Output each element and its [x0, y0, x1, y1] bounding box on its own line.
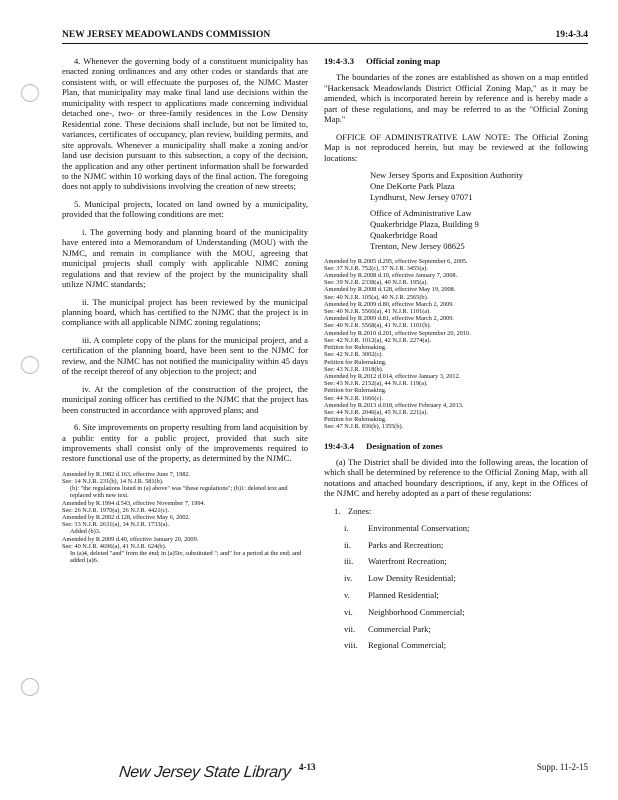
- history-line: Added (b)3.: [70, 528, 101, 536]
- history-line: Petition for Rulemaking.: [324, 344, 387, 352]
- amendment-history: [324, 258, 588, 431]
- punch-hole: [21, 356, 39, 374]
- running-header: [62, 27, 588, 44]
- zone-numeral: iv.: [344, 573, 353, 584]
- library-stamp: New Jersey State Library: [118, 764, 292, 781]
- address-line: Quakerbridge Road: [370, 230, 438, 241]
- history-line: Amended by R.2013 d.018, effective February 4, 2013.: [324, 401, 464, 409]
- address-line: Lyndhurst, New Jersey 07071: [370, 191, 473, 202]
- list-item: [324, 640, 588, 657]
- history-line: See: 43 N.J.R. 1918(b).: [324, 365, 384, 373]
- zone-numeral: vii.: [344, 623, 356, 634]
- history-line: See: 44 N.J.R. 1666(c).: [324, 394, 383, 402]
- zone-numeral: vi.: [344, 606, 353, 617]
- punch-hole: [21, 678, 39, 696]
- zones-heading: [324, 506, 588, 523]
- paragraph-6: 6. Site improvements on property resulting from land acquisition by a public entity for a public project, provided that such site improvements shall consist only of the improvements required to restore functional use of the property, as determined by the NJMC.: [62, 422, 308, 464]
- history-line: In (a)4, deleted "and" from the end; in (a)5iv, substituted "; and" for a period at the end; and added (a)6.: [70, 550, 302, 565]
- zone-label: Planned Residential;: [368, 589, 439, 600]
- zone-label: Waterfront Recreation;: [368, 556, 447, 567]
- history-line: Amended by R.2008 d.128, effective May 19, 2008.: [324, 286, 456, 294]
- history-line: Petition for Rulemaking.: [324, 416, 387, 424]
- zone-label: Neighborhood Commercial;: [368, 606, 465, 617]
- zone-list: [324, 523, 588, 657]
- zone-label: Regional Commercial;: [368, 640, 447, 651]
- list-item: [324, 556, 588, 573]
- history-line: See: 43 N.J.R. 2152(a), 44 N.J.R. 119(a).: [324, 380, 428, 388]
- address-line: New Jersey Sports and Exposition Authority: [370, 170, 524, 181]
- history-line: See: 44 N.J.R. 2046(a), 45 N.J.R. 221(a).: [324, 408, 428, 416]
- history-line: See: 47 N.J.R. 836(b), 1355(b).: [324, 423, 404, 431]
- zone-label: Parks and Recreation;: [368, 539, 444, 550]
- address-line: Trenton, New Jersey 08625: [370, 240, 465, 251]
- subparagraph-iv: iv. At the completion of the construction of the project, the municipal zoning officer has certified to the NJMC that the project has been constructed in accordance with approved plans; and: [62, 383, 308, 415]
- section-number: 19:4-3.4: [324, 440, 355, 451]
- zone-label: Low Density Residential;: [368, 573, 456, 584]
- subparagraph-iii: iii. A complete copy of the plans for the municipal project, and a certification of the planning board, have been sent to the NJMC for review, and the NJMC has not notified the municipality within 45 days of the receipt thereof of any objection to the project; and: [62, 334, 308, 377]
- list-item: [324, 607, 588, 624]
- history-line: Amended by R.2002 d.128, effective May 6, 2002.: [62, 514, 191, 522]
- zone-numeral: ii.: [344, 539, 351, 550]
- zones-number: 1.: [334, 505, 341, 516]
- history-line: Amended by R.2008 d.10, effective January 7, 2008.: [324, 272, 458, 280]
- right-column: [324, 56, 588, 657]
- history-line: Petition for Rulemaking.: [324, 387, 387, 395]
- history-line: See: 37 N.J.R. 752(c), 37 N.J.R. 3455(a).: [324, 264, 428, 272]
- history-line: Amended by R.2005 d.295, effective September 6, 2005.: [324, 257, 468, 265]
- zones-label: Zones:: [348, 505, 372, 516]
- section-title: Designation of zones: [366, 440, 443, 451]
- address-line: One DeKorte Park Plaza: [370, 180, 455, 191]
- history-line: See: 39 N.J.R. 2338(a), 40 N.J.R. 195(a).: [324, 279, 428, 287]
- history-line: Amended by R.2009 d.80, effective March 2, 2009.: [324, 300, 454, 308]
- history-line: Amended by R.2009 d.40, effective January 20, 2009.: [62, 535, 199, 543]
- history-line: Amended by R.2012 d.014, effective January 3, 2012.: [324, 372, 461, 380]
- history-line: See: 40 N.J.R. 4696(a), 41 N.J.R. 624(b).: [62, 542, 167, 550]
- history-line: Amended by R.1994 d.543, effective November 7, 1994.: [62, 499, 206, 507]
- address-block-2: [324, 208, 588, 251]
- zone-numeral: i.: [344, 522, 349, 533]
- list-item: [324, 624, 588, 641]
- history-line: See: 26 N.J.R. 1970(a), 26 N.J.R. 4421(c).: [62, 506, 170, 514]
- history-line: See: 40 N.J.R. 105(a), 40 N.J.R. 2565(b).: [324, 293, 429, 301]
- header-section-number: 19:4-3.4: [555, 30, 588, 40]
- page-number: 4-13: [299, 762, 316, 772]
- history-line: Amended by R.1982 d.163, effective June 7, 1982.: [62, 470, 191, 478]
- section-number: 19:4-3.3: [324, 56, 355, 66]
- subparagraph-ii: ii. The municipal project has been reviewed by the municipal planning board, which has certified to the NJMC that the project is in compliance with all applicable NJMC zoning regulations;: [62, 296, 308, 328]
- list-item: [324, 573, 588, 590]
- zone-numeral: v.: [344, 589, 350, 600]
- zone-label: Environmental Conservation;: [368, 522, 470, 533]
- section-title: Official zoning map: [366, 56, 441, 66]
- section-heading-19-4-3-3: [324, 56, 588, 66]
- zone-numeral: iii.: [344, 556, 354, 567]
- subparagraph-i: i. The governing body and planning board of the municipality have entered into a Memorandum of Understanding (MOU) with the NJMC, and remain in compliance with the MOU, agreeing that municipal projects shall comply with applicable NJMC zoning regulations and that review of the project by the municipality shall utilize NJMC standards;: [62, 226, 308, 290]
- paragraph-4: 4. Whenever the governing body of a constituent municipality has enacted zoning ordinances and any other codes or standards that are consistent with, or will effectuate the purposes of, the NJMC Master Plan, that municipality may make final land use decisions within the municipality with respect to applications made concerning individual detached one-, two- or three-family residences in the Low Density Residential zone. These decisions shall include, but not be limited to, variances, certificates of occupancy, plan review, building permits, and site approvals. Whenever a municipality shall make a zoning and/or land use decision pursuant to this subsection, a copy of the decision, the application and any other pertinent information shall be forwarded to the NJMC within 10 working days of the final action. The foregoing does not apply to subdivisions involving the creation of new streets;: [62, 56, 308, 192]
- history-line: See: 40 N.J.R. 5568(a), 41 N.J.R. 1101(b).: [324, 322, 432, 330]
- zone-label: Commercial Park;: [368, 623, 431, 634]
- history-line: Petition for Rulemaking.: [324, 358, 387, 366]
- history-line: See: 42 N.J.R. 3002(c).: [324, 351, 383, 359]
- history-line: See: 40 N.J.R. 5566(a), 41 N.J.R. 1101(a).: [324, 308, 431, 316]
- paragraph-5: 5. Municipal projects, located on land owned by a municipality, provided that the following conditions are met:: [62, 198, 308, 220]
- history-line: Amended by R.2009 d.81, effective March 2, 2009.: [324, 315, 454, 323]
- header-title: NEW JERSEY MEADOWLANDS COMMISSION: [62, 30, 271, 40]
- history-line: See: 14 N.J.R. 231(b), 14 N.J.R. 581(b).: [62, 478, 164, 486]
- list-item: [324, 540, 588, 557]
- address-line: Quakerbridge Plaza, Building 9: [370, 219, 479, 230]
- history-line: See: 33 N.J.R. 2631(a), 34 N.J.R. 1733(a).: [62, 521, 170, 529]
- list-item: [324, 523, 588, 540]
- punch-hole: [21, 84, 39, 102]
- history-line: Amended by R.2010 d.201, effective September 20, 2010.: [324, 329, 471, 337]
- supplement-date: Supp. 11-2-15: [536, 762, 588, 772]
- section-heading-19-4-3-4: [324, 441, 588, 451]
- oal-note: OFFICE OF ADMINISTRATIVE LAW NOTE: The Official Zoning Map is not reproduced herein, but may be reviewed at the following locations:: [324, 131, 588, 163]
- section-paragraph: (a) The District shall be divided into the following areas, the location of which shall be determined by reference to the Official Zoning Map, with all notations and attached boundary descriptions, if any, kept in the Offices of the NJMC and hereby adopted as a part of these regulations:: [324, 456, 588, 499]
- amendment-history: [62, 471, 308, 565]
- zone-numeral: viii.: [344, 640, 358, 651]
- list-item: [324, 590, 588, 607]
- address-block-1: [324, 170, 588, 202]
- history-line: (b): "the regulations listed in (a) above" was "these regulations"; (b)1: deleted text and replaced with new text.: [70, 485, 288, 500]
- address-line: Office of Administrative Law: [370, 208, 472, 219]
- section-paragraph: The boundaries of the zones are established as shown on a map entitled "Hackensack Meadowlands District Official Zoning Map," as it may be amended, which is incorporated herein by reference and is hereby made a part of these regulations, and may be referred to as the "Official Zoning Map.": [324, 72, 588, 125]
- history-line: See: 42 N.J.R. 1012(a), 42 N.J.R. 2274(a).: [324, 336, 432, 344]
- left-column: [62, 56, 308, 565]
